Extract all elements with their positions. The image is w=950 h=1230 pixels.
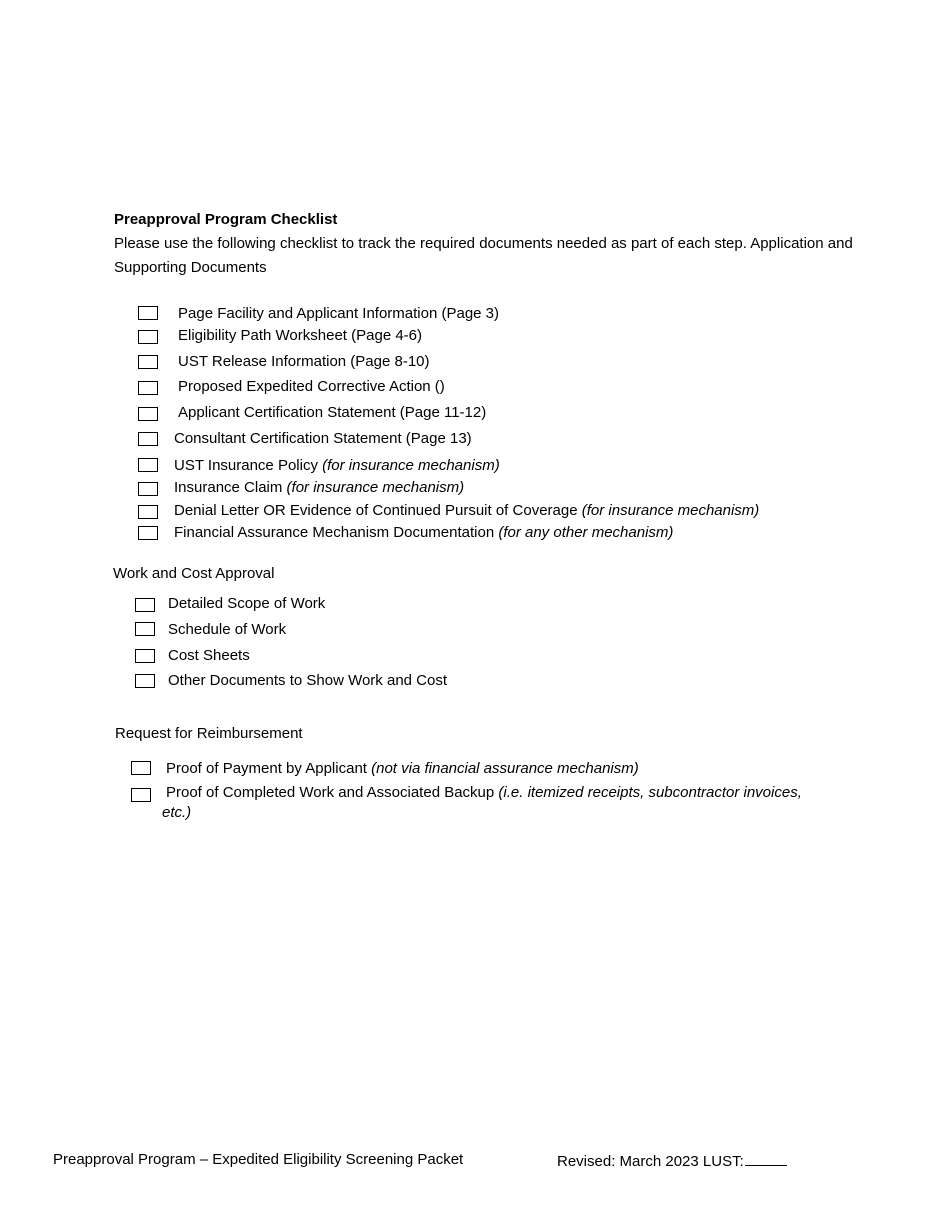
checkbox[interactable] [138, 482, 158, 496]
footer-right: Revised: March 2023 LUST: [557, 1151, 787, 1170]
checkbox[interactable] [138, 355, 158, 369]
checklist-item: Detailed Scope of Work [168, 595, 326, 612]
checkbox[interactable] [138, 505, 158, 519]
checkbox[interactable] [135, 649, 155, 663]
checklist-item: Proposed Expedited Corrective Action () [178, 378, 445, 395]
checkbox[interactable] [135, 622, 155, 636]
work-cost-heading: Work and Cost Approval [113, 565, 275, 582]
checklist-item-continuation: etc.) [162, 804, 192, 821]
checkbox[interactable] [138, 458, 158, 472]
checkbox[interactable] [138, 526, 158, 540]
checkbox[interactable] [138, 330, 158, 344]
checklist-item: Financial Assurance Mechanism Documentation (for any other mechanism) [174, 524, 674, 541]
reimbursement-heading: Request for Reimbursement [115, 725, 303, 742]
checklist-title: Preapproval Program Checklist [114, 211, 338, 228]
checklist-item: Denial Letter OR Evidence of Continued Pursuit of Coverage (for insurance mechanism) [174, 502, 760, 519]
checkbox[interactable] [131, 761, 151, 775]
checkbox[interactable] [135, 598, 155, 612]
checkbox[interactable] [138, 306, 158, 320]
checkbox[interactable] [135, 674, 155, 688]
checklist-item: UST Insurance Policy (for insurance mechanism) [174, 457, 500, 474]
checklist-item: Cost Sheets [168, 647, 250, 664]
checklist-item: Proof of Completed Work and Associated Backup (i.e. itemized receipts, subcontractor invoices, [166, 784, 802, 801]
intro-paragraph: Please use the following checklist to track the required documents needed as part of each step. Application and Supporting Documents [114, 235, 853, 276]
footer-left: Preapproval Program – Expedited Eligibility Screening Packet [53, 1151, 464, 1168]
checklist-item: Page Facility and Applicant Information (Page 3) [178, 305, 500, 322]
checklist-item: Consultant Certification Statement (Page 13) [174, 430, 472, 447]
checklist-item: Insurance Claim (for insurance mechanism) [174, 479, 465, 496]
checklist-item: Proof of Payment by Applicant (not via financial assurance mechanism) [166, 760, 639, 777]
checkbox[interactable] [138, 381, 158, 395]
checklist-item: Schedule of Work [168, 621, 287, 638]
checklist-item: Other Documents to Show Work and Cost [168, 672, 448, 689]
checkbox[interactable] [138, 432, 158, 446]
lust-blank-line [745, 1151, 787, 1166]
checklist-item: UST Release Information (Page 8-10) [178, 353, 430, 370]
checklist-item: Eligibility Path Worksheet (Page 4-6) [178, 327, 422, 344]
checklist-item: Applicant Certification Statement (Page 11-12) [178, 404, 487, 421]
checkbox[interactable] [138, 407, 158, 421]
checkbox[interactable] [131, 788, 151, 802]
